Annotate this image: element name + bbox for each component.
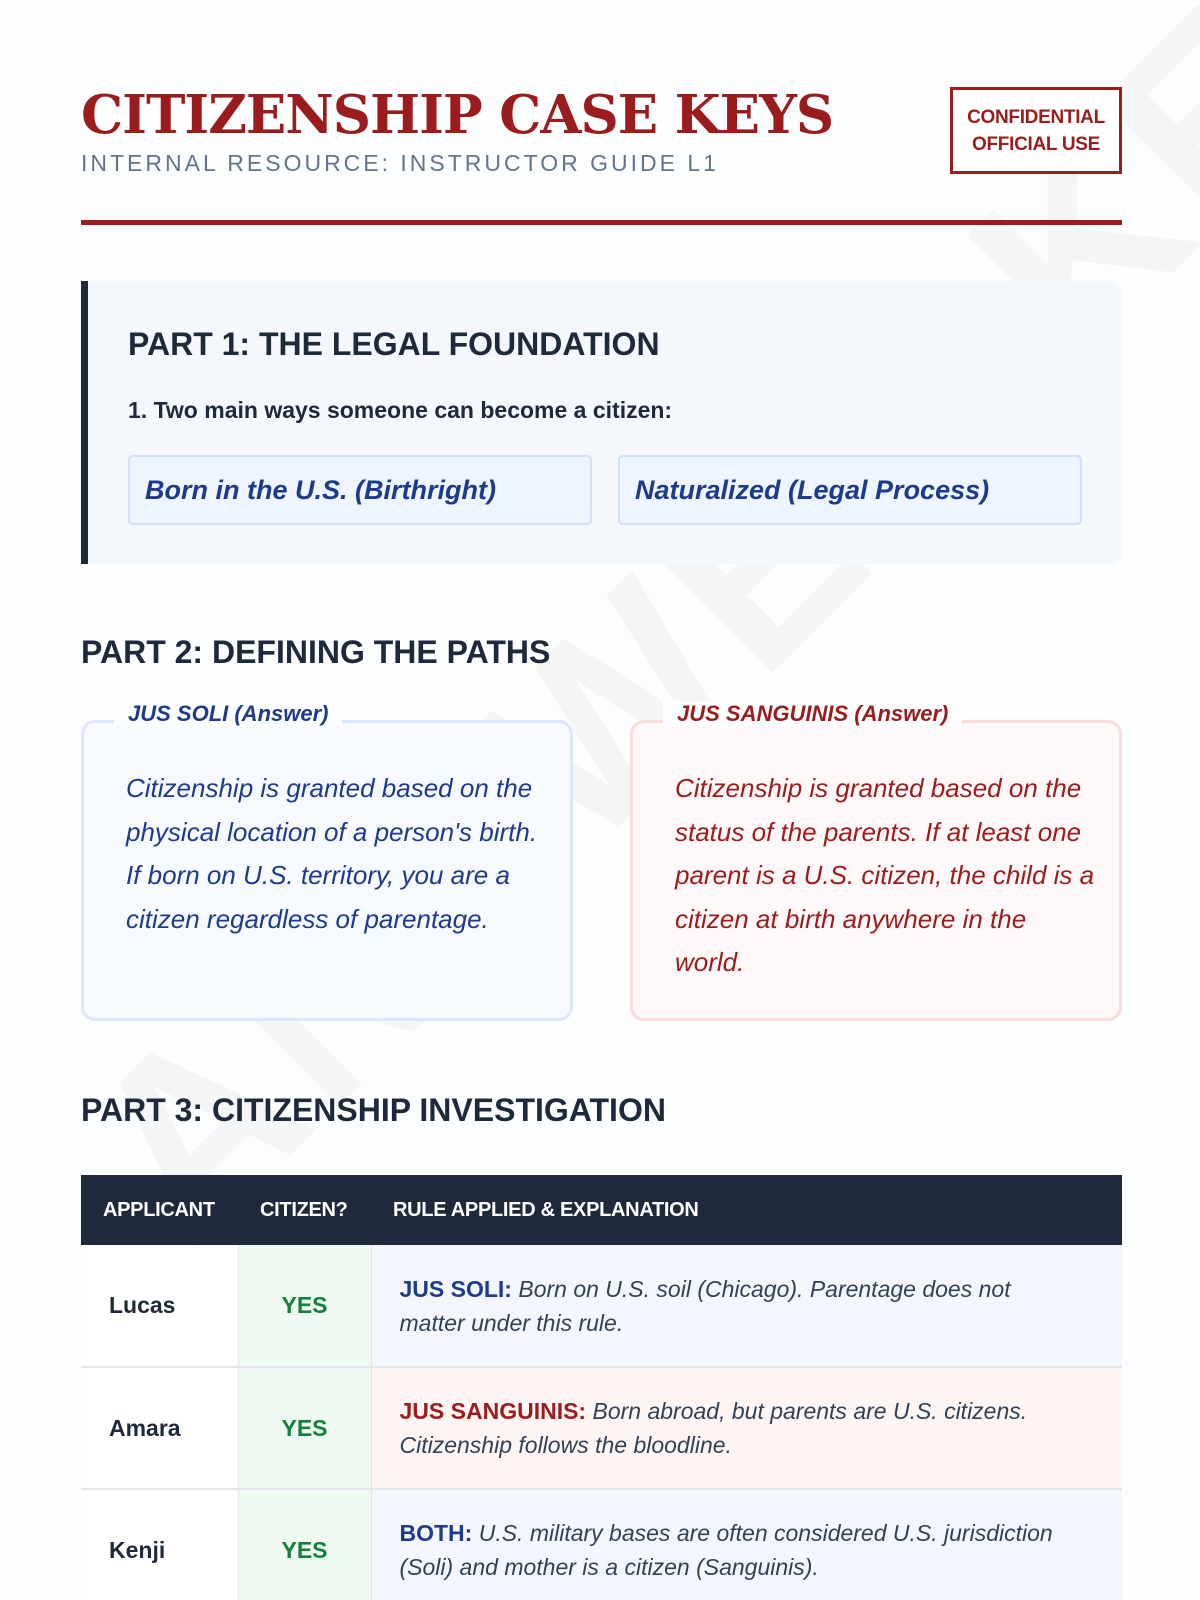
applicant-name: Kenji <box>81 1489 238 1600</box>
rule-text: Born abroad, but parents are U.S. citizens. Citizenship follows the bloodline. <box>399 1398 1028 1458</box>
confidential-stamp <box>950 87 1122 174</box>
rule-explanation <box>371 1489 1122 1600</box>
jus-sanguinis-definition: Citizenship is granted based on the status of the parents. If at least one parent is a U.S. citizen, the child is a citizen at birth anywhere in the world. <box>675 773 1095 977</box>
document-header <box>81 84 1122 224</box>
page-title: CITIZENSHIP CASE KEYS <box>81 84 834 146</box>
column-header-applicant: APPLICANT <box>81 1175 238 1245</box>
rule-name: BOTH: <box>399 1520 473 1546</box>
jus-soli-definition: Citizenship is granted based on the physical location of a person's birth. If born on U.S. territory, you are a citizen regardless of parentage. <box>126 773 538 934</box>
rule-text: Born on U.S. soil (Chicago). Parentage does not matter under this rule. <box>399 1275 1011 1336</box>
applicant-name: Lucas <box>81 1245 238 1367</box>
jus-sanguinis-label: JUS SANGUINIS (Answer) <box>663 701 962 727</box>
header-divider <box>81 220 1122 225</box>
table-row <box>81 1489 1122 1600</box>
citizen-status: YES <box>238 1489 371 1600</box>
investigation-table <box>81 1175 1122 1600</box>
column-header-citizen: CITIZEN? <box>238 1175 371 1245</box>
citizen-status: YES <box>238 1367 371 1489</box>
jus-soli-label: JUS SOLI (Answer) <box>114 701 342 727</box>
table-row <box>81 1367 1122 1489</box>
column-header-explanation: RULE APPLIED & EXPLANATION <box>371 1175 1122 1245</box>
part1-section <box>81 281 1122 564</box>
answer-box-birthright: Born in the U.S. (Birthright) <box>128 455 592 525</box>
part1-question: 1. Two main ways someone can become a citizen: <box>128 397 673 423</box>
part1-heading: PART 1: THE LEGAL FOUNDATION <box>128 326 660 362</box>
rule-name: JUS SANGUINIS: <box>399 1398 587 1424</box>
rule-name: JUS SOLI: <box>399 1275 512 1302</box>
table-header-row <box>81 1175 1122 1245</box>
rule-text: U.S. military bases are often considered U.S. jurisdiction (Soli) and mother is a citizen (Sanguinis). <box>399 1520 1053 1580</box>
page-subtitle: INTERNAL RESOURCE: INSTRUCTOR GUIDE L1 <box>81 150 719 176</box>
stamp-line-2: OFFICIAL USE <box>972 134 1100 155</box>
part3-heading: PART 3: CITIZENSHIP INVESTIGATION <box>81 1092 666 1128</box>
jus-soli-card <box>81 701 573 1021</box>
citizen-status: YES <box>238 1245 371 1367</box>
jus-sanguinis-card <box>630 701 1122 1021</box>
rule-explanation <box>371 1245 1122 1367</box>
answer-box-naturalized: Naturalized (Legal Process) <box>618 455 1082 525</box>
table-row <box>81 1245 1122 1367</box>
stamp-line-1: CONFIDENTIAL <box>967 107 1105 128</box>
applicant-name: Amara <box>81 1367 238 1489</box>
document-page <box>81 0 1122 1600</box>
part2-heading: PART 2: DEFINING THE PATHS <box>81 634 551 670</box>
rule-explanation <box>371 1367 1122 1489</box>
